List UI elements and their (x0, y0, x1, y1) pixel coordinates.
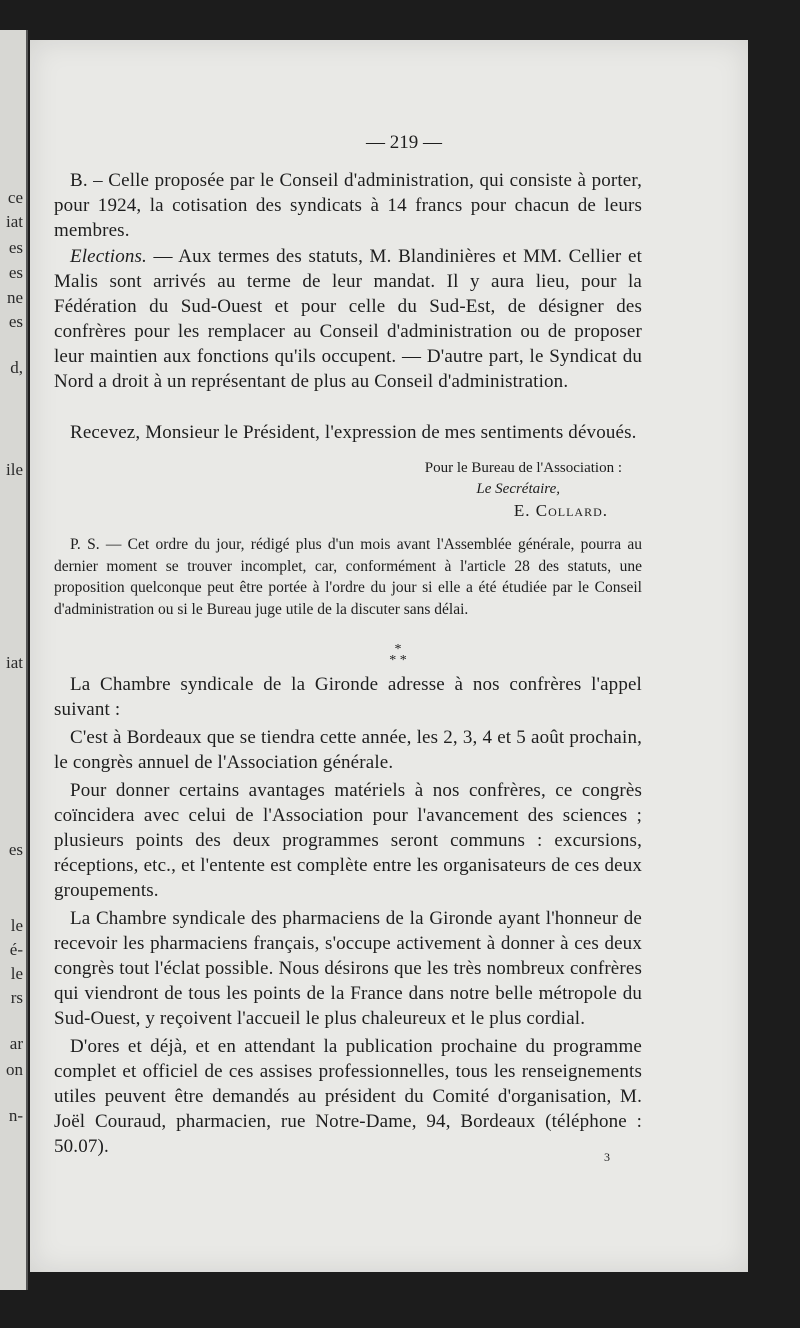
appeal-paragraph-4: D'ores et déjà, et en attendant la publication prochaine du programme complet et officiel de ces assises professionnelles, tous les renseignements utiles peuvent être demandés au président du Comité d'organisation, M. Joël Couraud, pharmacien, rue Notre-Dame, 94, Bordeaux (téléphone : 50.07). (54, 1036, 642, 1157)
postscript (54, 534, 642, 620)
appeal-paragraph-3: La Chambre syndicale des pharmaciens de la Gironde ayant l'honneur de recevoir les pharmaciens français, s'occupe activement à donner à ces deux congrès tout l'éclat possible. Nous désirons que les très nombreux confrères qui viendront de tous les points de la France dans notre belle métropole du Sud-Ouest, y reçoivent l'accueil le plus chaleureux et le plus cordial. (54, 908, 642, 1029)
margin-fragment: le (10, 916, 23, 935)
document-page (30, 40, 748, 1272)
margin-fragment: on (6, 1060, 23, 1079)
separator-star-top: * (394, 642, 402, 657)
margin-fragment: iat (6, 653, 23, 672)
appeal-paragraph-2: Pour donner certains avantages matériels à nos confrères, ce congrès coïncidera avec celui de l'Association pour l'avancement des sciences ; plusieurs points des deux programmes seront communs : excursions, réceptions, etc., et l'entente est complète entre les organisateurs de ces deux groupements. (54, 780, 642, 901)
appeal-section (54, 672, 642, 1159)
paragraph-b: B. – Celle proposée par le Conseil d'administration, qui consiste à porter, pour 1924, la cotisation des syndicats à 14 francs pour chacun de leurs membres. (54, 170, 642, 241)
margin-fragment: n- (8, 1106, 23, 1125)
elections-text: — Aux termes des statuts, M. Blandinières et MM. Cellier et Malis sont arrivés au terme de leur mandat. Il y aura lieu, pour la Fédération du Sud-Ouest et pour celle du Sud-Est, de désigner des confrères pour les remplacer au Conseil d'administration ou de proposer leur maintien aux fonctions qu'ils occupent. — D'autre part, le Syndicat du Nord a droit à un représentant de plus au Conseil d'administration. (54, 246, 642, 392)
separator-star-bottom: * * (389, 653, 407, 668)
margin-fragment: é- (9, 940, 23, 959)
margin-fragment: ne (6, 288, 23, 307)
section-separator (30, 644, 748, 666)
paragraph-recevez: Recevez, Monsieur le Président, l'expression de mes sentiments dévoués. (70, 422, 637, 443)
signature-line-role: Le Secrétaire, (476, 481, 560, 497)
margin-fragment: ile (6, 460, 23, 479)
margin-fragment: es (8, 238, 23, 257)
margin-fragment: es (8, 263, 23, 282)
signature-line-bureau: Pour le Bureau de l'Association : (424, 460, 622, 476)
paragraph-elections (54, 244, 642, 394)
section-b (54, 168, 642, 243)
margin-fragment: es (8, 312, 23, 331)
margin-fragment: d, (10, 358, 23, 377)
margin-fragment: le (10, 964, 23, 983)
elections-label: Elections. (70, 246, 147, 267)
section-elections (54, 244, 642, 394)
signature-block (54, 458, 622, 521)
signature-mark: 3 (604, 1150, 610, 1164)
appeal-paragraph-1: C'est à Bordeaux que se tiendra cette année, les 2, 3, 4 et 5 août prochain, le congrès annuel de l'Association générale. (54, 727, 642, 773)
page-number: — 219 — (366, 132, 442, 153)
section-closing (54, 420, 642, 445)
margin-fragment: rs (10, 988, 23, 1007)
facing-page-edge (0, 30, 28, 1290)
appeal-intro: La Chambre syndicale de la Gironde adresse à nos confrères l'appel suivant : (54, 674, 642, 720)
margin-fragment: ce (7, 188, 23, 207)
postscript-text: P. S. — Cet ordre du jour, rédigé plus d'un mois avant l'Assemblée générale, pourra au dernier moment se trouver incomplet, car, conformément à l'article 28 des statuts, une proposition quelconque peut être portée à l'ordre du jour si elle a été étudiée par le Conseil d'administration ou si le Bureau juge utile de la discuter sans délai. (54, 536, 642, 618)
margin-fragment: iat (6, 212, 23, 231)
margin-fragment: ar (9, 1034, 23, 1053)
margin-fragment: es (8, 840, 23, 859)
signature-name: E. Collard. (513, 501, 608, 520)
